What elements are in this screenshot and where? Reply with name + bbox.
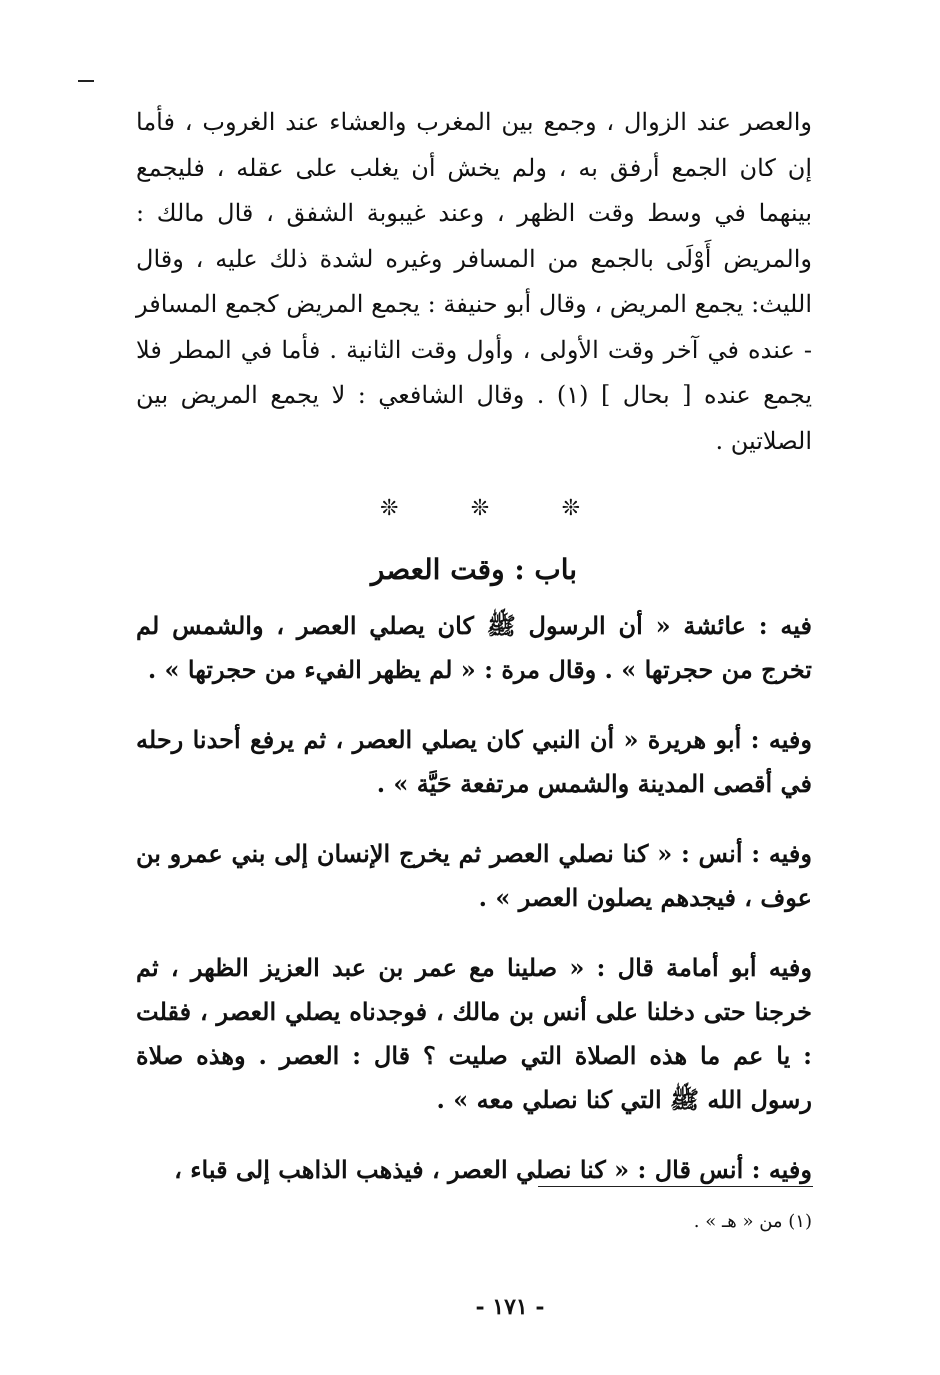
- hadith-paragraph: وفيه : أنس قال : « كنا نصلي العصر ، فيذهب الذاهب إلى قباء ،: [174, 1155, 812, 1184]
- star-ornament-icon: ❊: [380, 496, 399, 521]
- section-separator: [380, 494, 580, 524]
- hadith-paragraph: وفيه : أبو هريرة « أن النبي كان يصلي العصر ، ثم يرفع أحدنا رحله في أقصى المدينة والشمس مرتفعة حَيَّة » .: [136, 725, 812, 798]
- hadith-section: [136, 604, 812, 1218]
- hadith-paragraph: وفيه : أنس : « كنا نصلي العصر ثم يخرج الإنسان إلى بني عمرو بن عوف ، فيجدهم يصلون العصر » .: [136, 839, 812, 912]
- margin-mark: [78, 80, 94, 82]
- page-number: - ١٧١ -: [475, 1294, 545, 1320]
- star-ornament-icon: ❊: [470, 496, 490, 521]
- intro-paragraph: [136, 100, 812, 464]
- hadith-paragraph: فيه : عائشة « أن الرسول ﷺ كان يصلي العصر ، والشمس لم تخرج من حجرتها » . وقال مرة : « لم يظهر الفيء من حجرتها » .: [136, 611, 812, 684]
- chapter-heading: باب : وقت العصر: [370, 553, 578, 586]
- footnote-divider: [538, 1186, 813, 1187]
- star-ornament-icon: ❊: [561, 496, 580, 521]
- intro-text: والعصر عند الزوال ، وجمع بين المغرب والعشاء عند الغروب ، فأما إن كان الجمع أرفق به ، ولم يخش أن يغلب على عقله ، فليجمع بينهما في وسط وقت الظهر ، وعند غيبوبة الشفق ، قال مالك : والمريض أَوْلَى بالجمع من المسافر وغيره لشدة ذلك عليه ، وقال الليث: يجمع المريض ، وقال أبو حنيفة : يجمع المريض كجمع المسافر - عنده في آخر وقت الأولى ، وأول وقت الثانية . فأما في المطر فلا يجمع عنده [ بحال ] (١) . وقال الشافعي : لا يجمع المريض بين الصلاتين .: [136, 108, 813, 455]
- hadith-paragraph: وفيه أبو أمامة قال : « صلينا مع عمر بن عبد العزيز الظهر ، ثم خرجنا حتى دخلنا على أنس بن مالك ، فوجدناه يصلي العصر ، فقلت : يا عم ما هذه الصلاة التي صليت ؟ قال : العصر . وهذه صلاة رسول الله ﷺ التي كنا نصلي معه » .: [136, 953, 812, 1114]
- footnote: (١) من « هـ » .: [693, 1211, 812, 1232]
